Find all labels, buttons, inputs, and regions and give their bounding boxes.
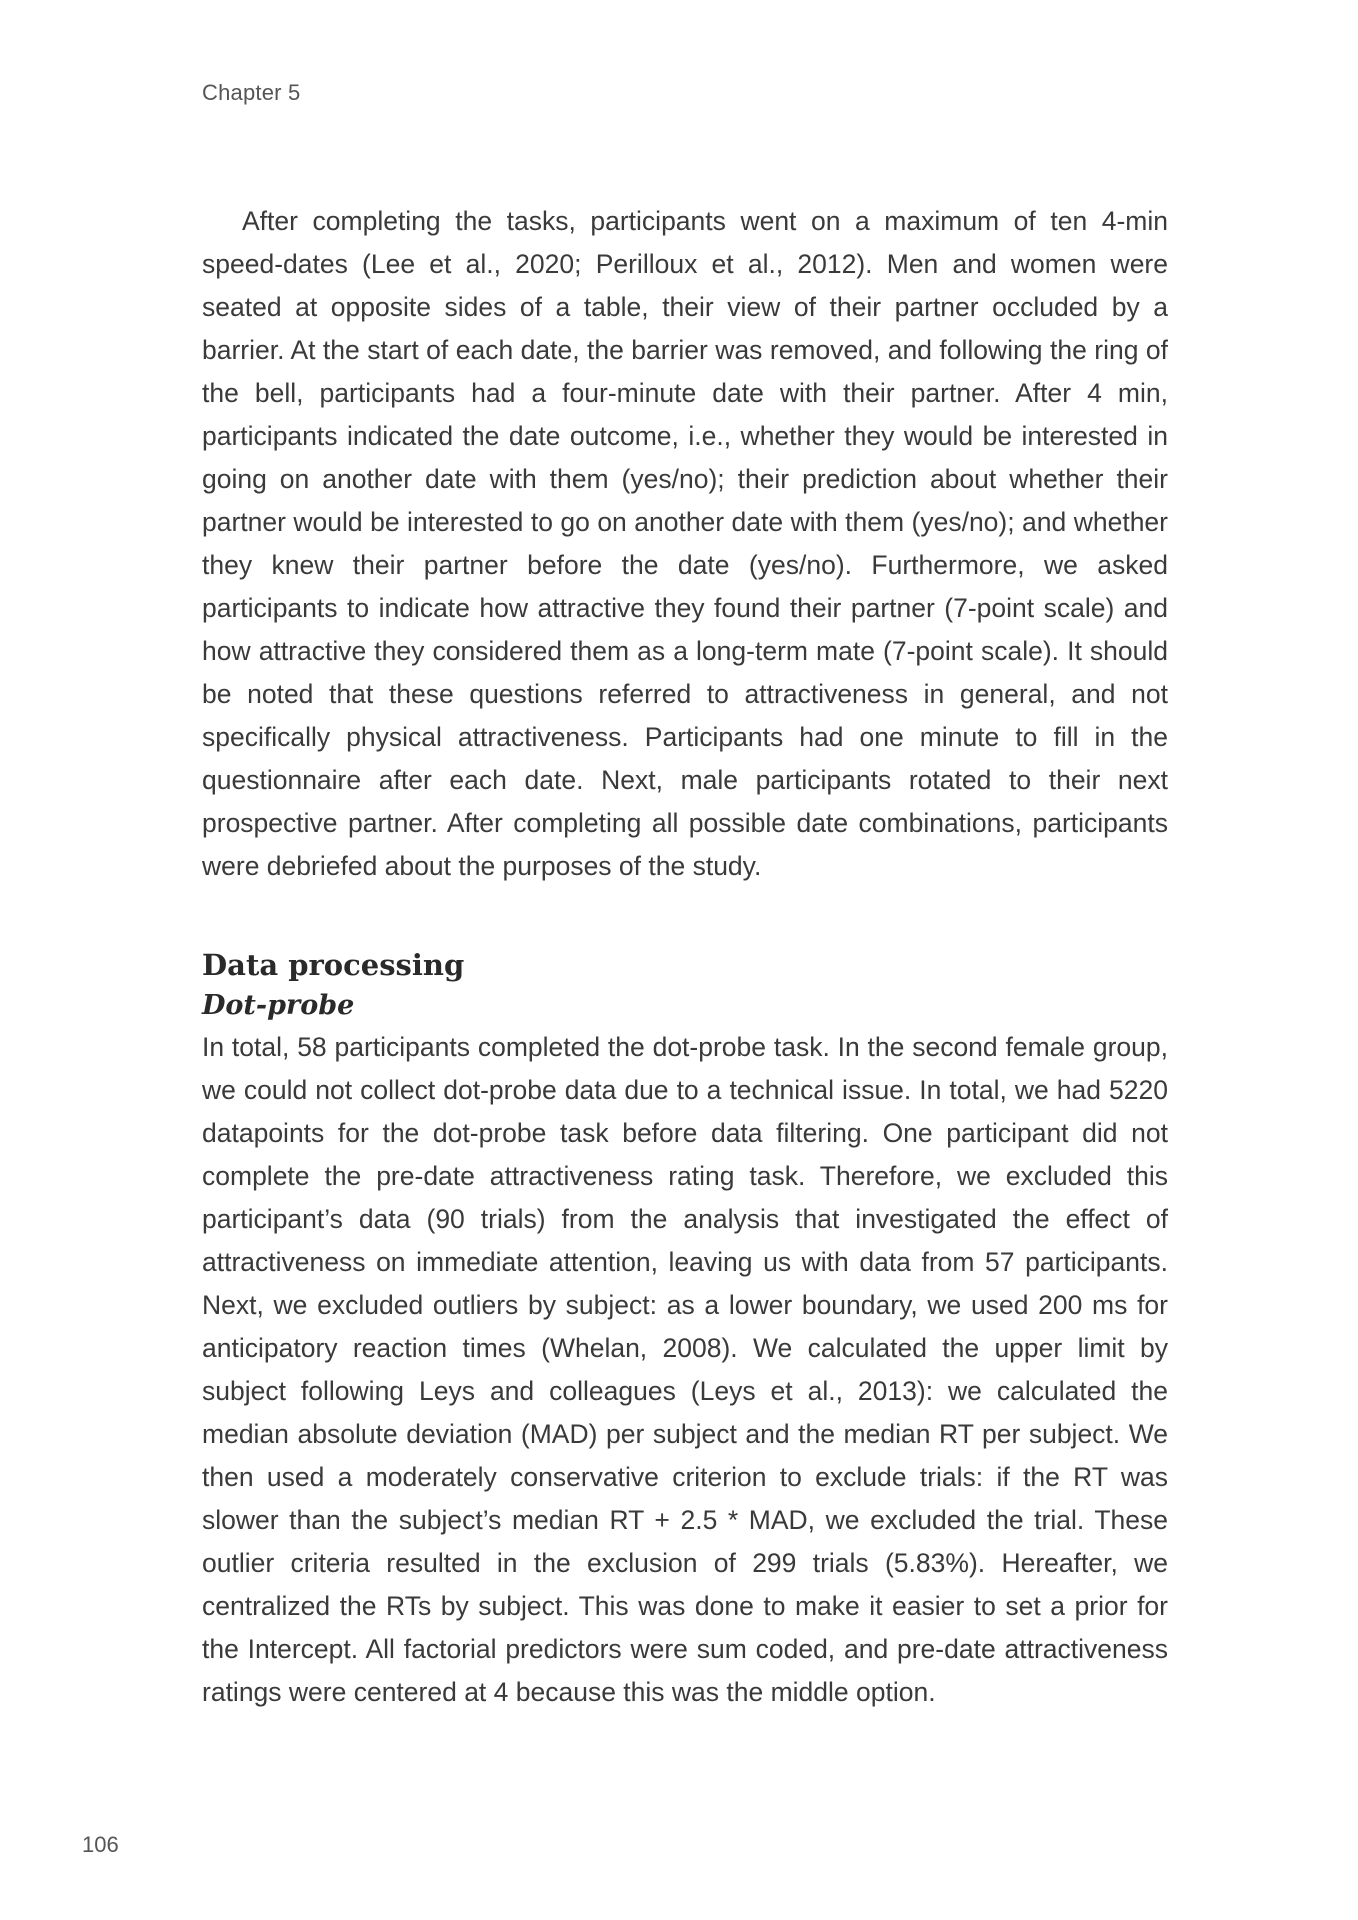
body-paragraph-speed-dates: After completing the tasks, participants went on a maximum of ten 4-min speed-dates (Lee et al., 2020; Perilloux et al., 2012). Men and women were seated at opposite sides of a table, their view of their partner occluded by a barrier. At the start of each date, the barrier was removed, and following the ring of the bell, participants had a four-minute date with their partner. After 4 min, participants indicated the date outcome, i.e., whether they would be interested in going on another date with them (yes/no); their prediction about whether their partner would be interested to go on another date with them (yes/no); and whether they knew their partner before the date (yes/no). Furthermore, we asked participants to indicate how attractive they found their partner (7-point scale) and how attractive they considered them as a long-term mate (7-point scale). It should be noted that these questions referred to attractiveness in general, and not specifically physical attractiveness. Participants had one minute to fill in the questionnaire after each date. Next, male participants rotated to their next prospective partner. After completing all possible date combinations, participants were debriefed about the purposes of the study.	[202, 206, 1168, 881]
body-paragraph-dot-probe: In total, 58 participants completed the dot-probe task. In the second female group, we could not collect dot-probe data due to a technical issue. In total, we had 5220 datapoints for the dot-probe task before data filtering. One participant did not complete the pre-date attractiveness rating task. Therefore, we excluded this participant’s data (90 trials) from the analysis that investigated the effect of attractiveness on immediate attention, leaving us with data from 57 participants. Next, we excluded outliers by subject: as a lower boundary, we used 200 ms for anticipatory reaction times (Whelan, 2008). We calculated the upper limit by subject following Leys and colleagues (Leys et al., 2013): we calculated the median absolute deviation (MAD) per subject and the median RT per subject. We then used a moderately conservative criterion to exclude trials: if the RT was slower than the subject’s median RT + 2.5 * MAD, we excluded the trial. These outlier criteria resulted in the exclusion of 299 trials (5.83%). Hereafter, we centralized the RTs by subject. This was done to make it easier to set a prior for the Intercept. All factorial predictors were sum coded, and pre-date attractiveness ratings were centered at 4 because this was the middle option.	[202, 1032, 1168, 1707]
page-content	[202, 200, 1168, 1714]
page-number: 106	[82, 1832, 119, 1857]
section-heading: Data processing	[202, 948, 465, 982]
subsection-heading: Dot-probe	[202, 990, 355, 1021]
running-head: Chapter 5	[202, 80, 301, 105]
